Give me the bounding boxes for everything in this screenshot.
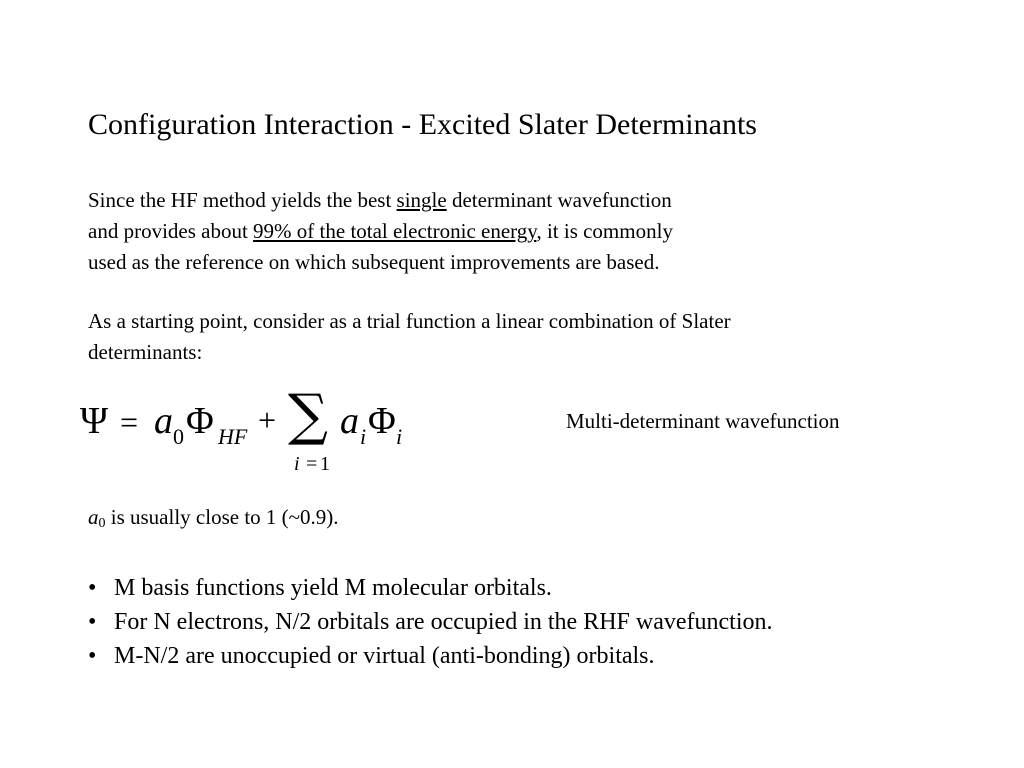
bullet-text: M basis functions yield M molecular orbitals. xyxy=(114,575,552,601)
sum-index-1: 1 xyxy=(320,453,330,475)
list-item xyxy=(88,571,773,605)
intro-line-1 xyxy=(88,185,673,216)
intro-paragraph xyxy=(88,185,673,278)
phi-i-symbol: Φ xyxy=(368,400,396,442)
note-text: is usually close to 1 (~0.9). xyxy=(105,505,339,529)
trial-line-2: determinants: xyxy=(88,340,203,364)
bullet-text: M-N/2 are unoccupied or virtual (anti-bonding) orbitals. xyxy=(114,643,655,669)
bullet-list xyxy=(88,571,773,673)
coefficient-a0: a xyxy=(154,400,173,442)
sum-index-equals: = xyxy=(306,453,318,475)
intro-line-2 xyxy=(88,216,673,247)
trial-line-1: As a starting point, consider as a trial function a linear combination of Slater xyxy=(88,309,731,333)
intro-line-3: used as the reference on which subsequent improvements are based. xyxy=(88,250,660,274)
subscript-0: 0 xyxy=(173,424,184,449)
plus-sign: + xyxy=(258,402,277,438)
intro-text: , it is commonly xyxy=(536,219,673,243)
bullet-marker: • xyxy=(88,643,97,669)
trial-function-paragraph xyxy=(88,306,731,368)
underlined-energy: 99% of the total electronic energy xyxy=(253,219,537,243)
note-subscript: 0 xyxy=(98,516,106,531)
slide-title: Configuration Interaction - Excited Slater Determinants xyxy=(88,108,757,141)
psi-symbol: Ψ xyxy=(80,400,109,442)
equation-label: Multi-determinant wavefunction xyxy=(566,409,840,433)
coefficient-note xyxy=(88,505,339,532)
bullet-text: For N electrons, N/2 orbitals are occupied in the RHF wavefunction. xyxy=(114,609,773,635)
list-item xyxy=(88,639,773,673)
sum-index-i: i xyxy=(294,453,300,475)
subscript-i-2: i xyxy=(396,424,403,449)
subscript-hf: HF xyxy=(218,424,248,449)
intro-text: and provides about xyxy=(88,219,254,243)
coefficient-ai: a xyxy=(340,400,359,442)
equals-sign: = xyxy=(120,404,139,440)
wavefunction-equation xyxy=(78,383,438,480)
intro-text: Since the HF method yields the best xyxy=(88,188,397,212)
subscript-i: i xyxy=(360,424,367,449)
underlined-single: single xyxy=(396,188,447,212)
intro-text: determinant wavefunction xyxy=(446,188,672,212)
note-variable: a xyxy=(88,505,99,529)
sum-symbol: ∑ xyxy=(288,383,328,448)
list-item xyxy=(88,605,773,639)
bullet-marker: • xyxy=(88,575,97,601)
phi-hf-symbol: Φ xyxy=(186,400,214,442)
bullet-marker: • xyxy=(88,609,97,635)
